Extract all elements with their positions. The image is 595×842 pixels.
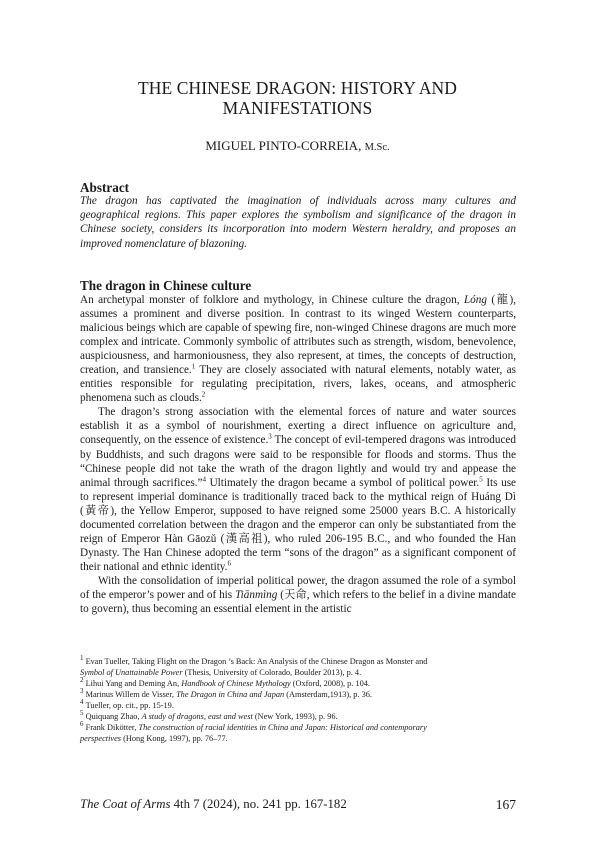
footnote-title: The construction of racial identities in China and Japan: Historical and contemporary (138, 722, 427, 732)
author-line (80, 138, 515, 154)
footnote-text: (Oxford, 2008), p. 104. (290, 678, 370, 688)
p2-text-b: The concept of evil-tempered dragons was introduced by Buddhists, and such dragons were said to be responsible for floods and storms. Thus the “Chinese people did not take the wrath of the dragon lightly and would try and appease the animal through sacrifices.” (80, 434, 516, 489)
footnote-5 (80, 709, 520, 723)
author-name: MIGUEL PINTO-CORREIA, (205, 138, 362, 153)
footnote-text: Marinus Willem de Visser, (85, 689, 177, 699)
journal-issue: 4th 7 (2024), no. 241 pp. 167-182 (173, 797, 347, 811)
footnote-text: (Thesis, University of Colorado, Boulder 2013), p. 4. (182, 667, 362, 677)
footnote-text: Lihui Yang and Deming An, (85, 678, 182, 688)
p1-text-c: They are closely associated with natural elements, notably water, as entities responsible for regulating precipitation, rivers, lakes, oceans, and atmospheric phenomena such as clouds. (80, 364, 516, 405)
journal-name: The Coat of Arms (80, 797, 171, 811)
paragraph-1 (80, 293, 516, 405)
footnote-number: 4 (80, 698, 84, 707)
footnote-text: Quiquang Zhao, (85, 711, 142, 721)
footnote-4 (80, 698, 520, 712)
footnote-1 (80, 654, 520, 679)
p2-text-a: The dragon’s strong association with the elemental forces of nature and water sources establish it as a symbol of nourishment, exerting a direct influence on agriculture and, consequently, on the essence of existence. (80, 406, 516, 447)
footnote-ref-3[interactable]: 3 (268, 432, 272, 441)
footnote-text: (Amsterdam,1913), p. 36. (284, 689, 372, 699)
footnotes (80, 654, 520, 745)
p3-text-b: (天命, which refers to the belief in a divine mandate to govern), thus becoming an essential element in the artistic (80, 588, 517, 616)
paragraph-3 (80, 574, 516, 616)
footnote-text: (New York, 1993), p. 96. (252, 711, 338, 721)
footnote-3 (80, 687, 520, 701)
footnote-ref-2[interactable]: 2 (201, 390, 206, 399)
footnote-text: Evan Tueller, Taking Flight on the Dragon ’s Back: An Analysis of the Chinese Dragon as Monster and (85, 657, 428, 666)
footnote-number: 5 (80, 709, 84, 717)
footnote-text: (Hong Kong, 1997), pp. 76–77. (121, 733, 228, 743)
p2-text-c: Ultimately the dragon became a symbol of political power. (209, 476, 480, 489)
footnote-6 (80, 719, 520, 745)
term-long: Lóng (463, 294, 487, 306)
footnote-ref-4[interactable]: 4 (202, 474, 206, 483)
paragraph-2 (80, 405, 516, 574)
footnote-ref-5[interactable]: 5 (479, 474, 483, 483)
p1-text-b: (龍), assumes a prominent and diverse position. In contrast to its winged Western counterparts, malicious beings which are capable of spewing fire, non-winged Chinese dragons are much more complex and intricate. Commonly symbolic of attributes such as strength, wisdom, benevolence, auspiciousness, and harmoniousness, they also represent, at times, the concepts of destruction, creation, and transience. (80, 294, 517, 377)
page-number: 167 (495, 797, 516, 812)
p2-text-d: Its use to represent imperial dominance is traditionally traced back to the mythical reign of Huáng Dì (黃帝), the Yellow Emperor, supposed to have reigned some 25000 years B.C. A historically documented correlation between the dragon and the emperor can only be substantiated from the reign of Emperor Hàn Gāozǔ (漢高祖), who ruled 206-195 B.C., and who founded the Han Dynasty. The Han Chinese adopted the term “sons of the dragon” as a significant component of their national and ethnic identity. (80, 476, 517, 573)
footnote-title: Handbook of Chinese Mythology (181, 678, 291, 688)
paper-title: THE CHINESE DRAGON: HISTORY AND MANIFESTATIONS (137, 78, 458, 118)
section-heading: The dragon in Chinese culture (80, 278, 252, 293)
abstract-text: The dragon has captivated the imagination of individuals across many cultures and geographical regions. This paper explores the symbolism and significance of the dragon in Chinese society, considers its incorporation into modern Western heraldry, and proposes an improved nomenclature of blazoning. (80, 195, 516, 250)
footnote-text: Tueller, op. cit., pp. 15-19. (85, 700, 174, 710)
abstract-heading: Abstract (80, 180, 130, 195)
term-tianming: Tiānmìng (235, 588, 278, 601)
footnote-2 (80, 676, 520, 690)
journal-citation (80, 797, 347, 812)
p1-text-a: An archetypal monster of folklore and mythology, in Chinese culture the dragon, (80, 294, 460, 306)
footnote-title-cont: perspectives (80, 733, 122, 743)
footnote-text: Frank Dikötter, (85, 722, 139, 732)
footnote-title: The Dragon in China and Japan (176, 689, 285, 699)
footnote-ref-1[interactable]: 1 (191, 362, 196, 371)
footnote-number: 6 (80, 719, 84, 728)
footnote-number: 3 (80, 687, 84, 696)
page-footer (80, 797, 516, 815)
footnote-title: Symbol of Unattainable Power (80, 667, 183, 677)
footnote-number: 1 (80, 654, 84, 663)
footnote-number: 2 (80, 676, 84, 685)
footnote-ref-6[interactable]: 6 (227, 559, 231, 568)
author-degree: M.Sc. (364, 142, 390, 153)
section-body (80, 293, 516, 616)
footnote-title: A study of dragons, east and west (141, 711, 253, 721)
p3-text-a: With the consolidation of imperial political power, the dragon assumed the role of a symbol of the emperor’s power and of his (80, 574, 516, 601)
